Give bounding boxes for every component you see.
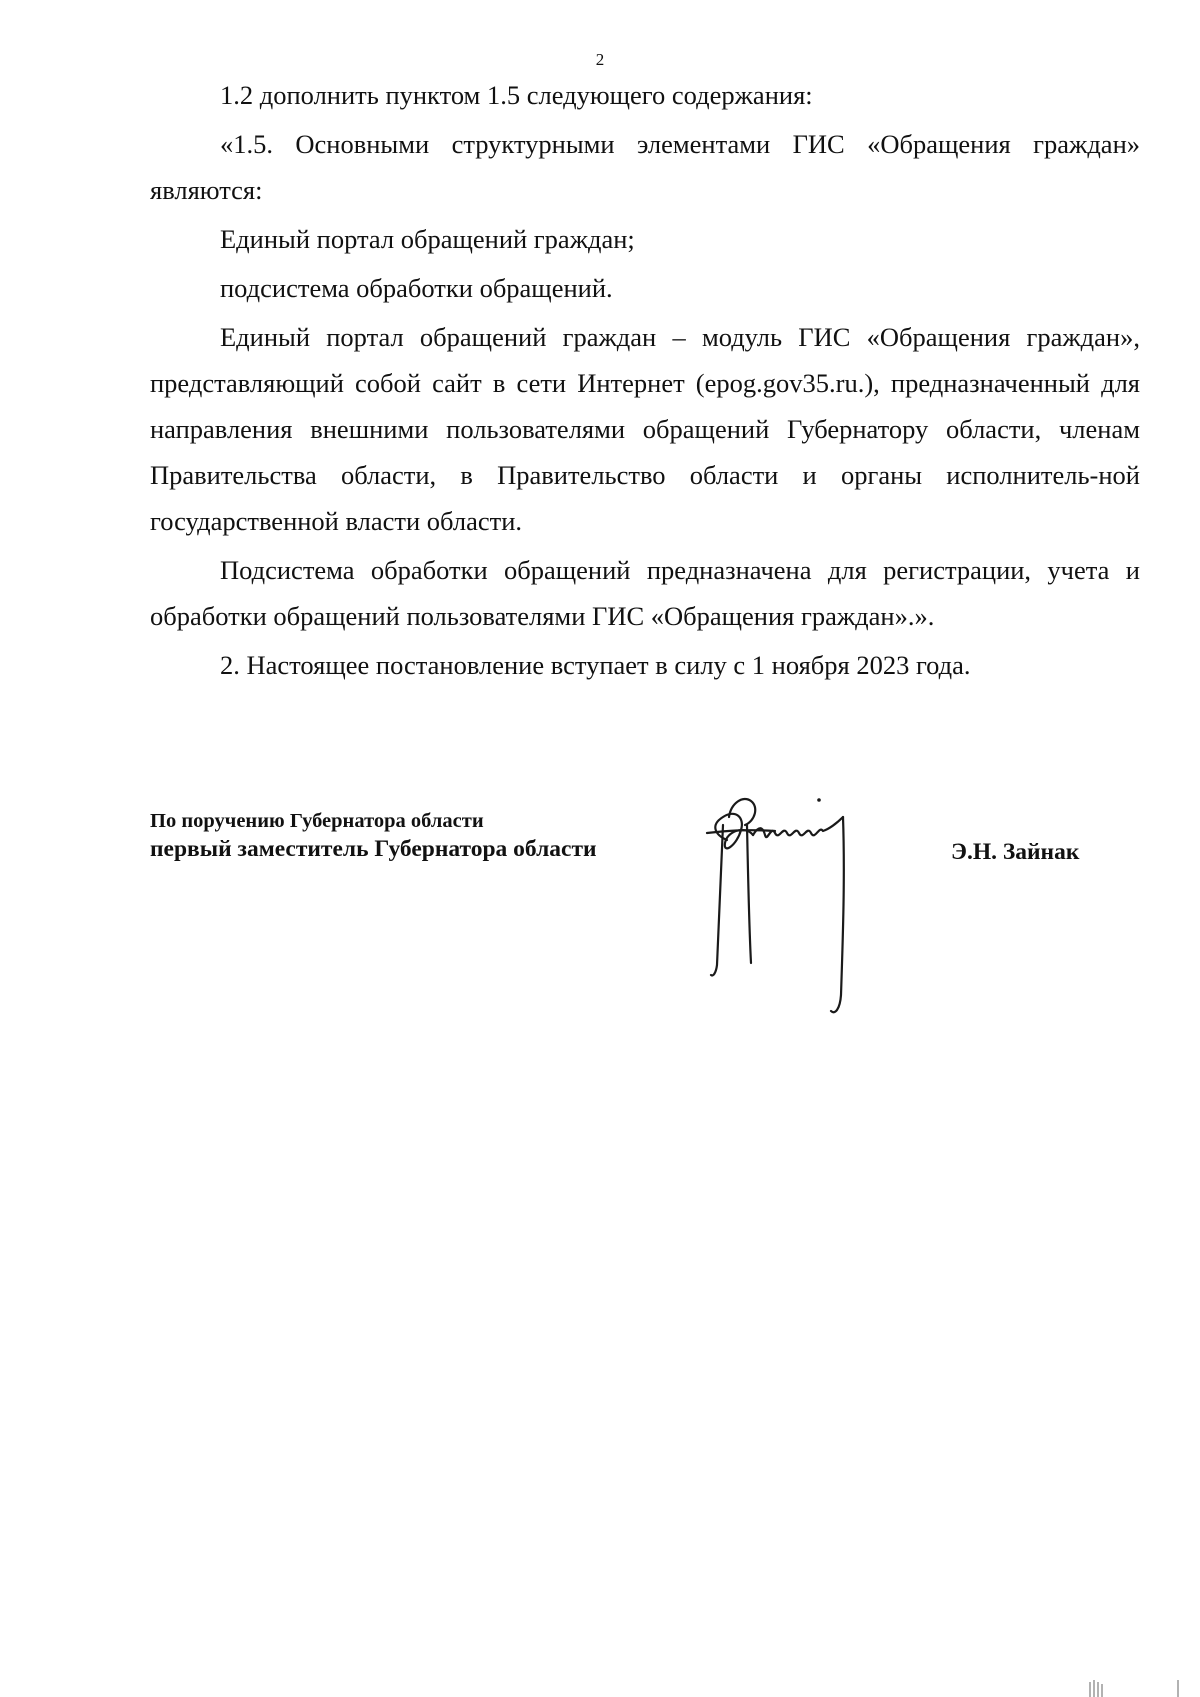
paragraph-portal-definition: Единый портал обращений граждан – модуль ГИС «Обращения граждан», представляющий собой сайт в сети Интернет (epog.gov35.ru.), предназначенный для направления внешними пользователями обращений Губернатору области, членам Правительства области, в Правительство области и органы исполнитель-ной государственной власти области. — [150, 322, 1140, 536]
signatory-position: первый заместитель Губернатора области — [150, 836, 597, 862]
paragraph-portal-item: Единый портал обращений граждан; — [220, 224, 635, 254]
paragraph-structural-elements: «1.5. Основными структурными элементами ГИС «Обращения граждан» являются: — [150, 129, 1140, 205]
document-body — [150, 72, 1140, 688]
paragraph-subsystem-item: подсистема обработки обращений. — [220, 273, 613, 303]
paragraph-amendment-intro: 1.2 дополнить пунктом 1.5 следующего содержания: — [220, 80, 813, 110]
handwritten-signature-image — [705, 795, 935, 1055]
paragraph-subsystem-definition: Подсистема обработки обращений предназначена для регистрации, учета и обработки обращений пользователями ГИС «Обращения граждан».». — [150, 555, 1140, 631]
signatory-name: Э.Н. Зайнак — [951, 839, 1080, 865]
scan-edge-marks — [1070, 1670, 1200, 1697]
signatory-title-block — [150, 808, 597, 864]
paragraph-effective-date: 2. Настоящее постановление вступает в силу с 1 ноября 2023 года. — [220, 650, 971, 680]
page-number: 2 — [595, 50, 605, 69]
signatory-authority: По поручению Губернатора области — [150, 810, 484, 832]
